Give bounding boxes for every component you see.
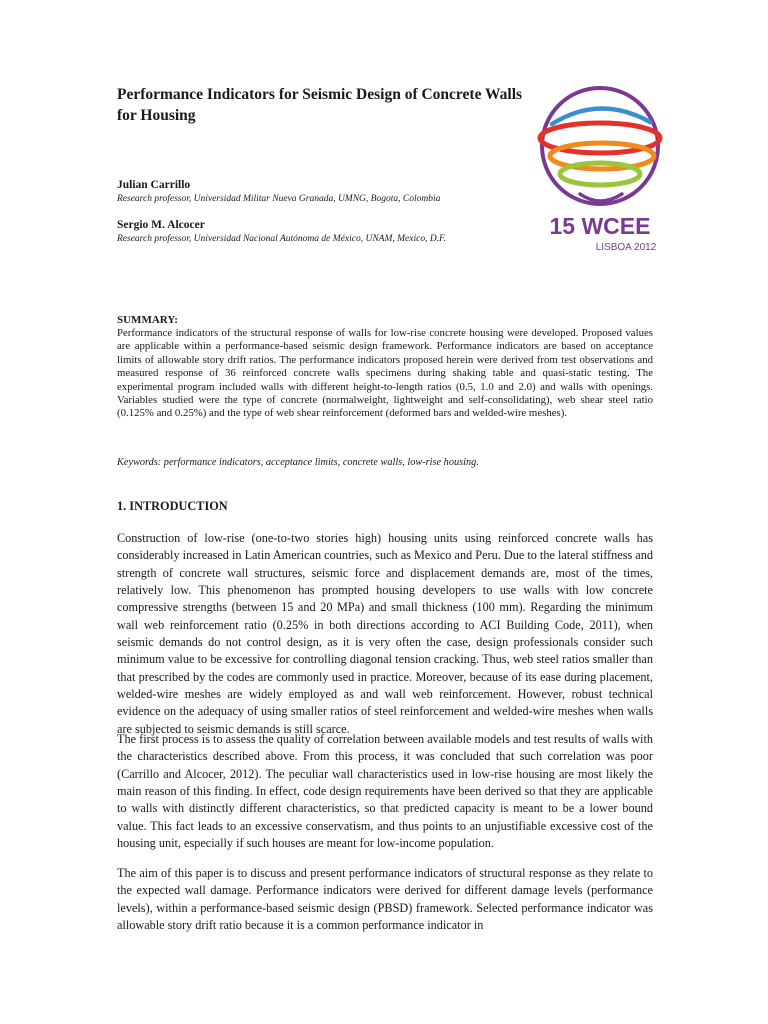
body-paragraph: The first process is to assess the quality of correlation between available models and test results of walls with the characteristics described above. From this process, it was concluded that such correlation was poor (Carrillo and Alcocer, 2012). The peculiar wall characteristics used in low-rise housing are most likely the main reason of this finding. In effect, code design requirements have been derived so that they are applicable to walls with distinctly different characteristics, so that predicted capacity is meant to be a lower bound value. This fact leads to an excessive conservatism, and thus points to an unjustifiable excessive cost of the housing unit, especially if such houses are meant for low-income population. (117, 732, 653, 851)
author-name: Julian Carrillo (117, 179, 191, 191)
author-block (117, 178, 537, 205)
section-heading: 1. INTRODUCTION (117, 499, 228, 513)
author-block (117, 218, 537, 245)
summary-text: Performance indicators of the structural response of walls for low-rise concrete housing were developed. Proposed values are applicable within a performance-based seismic design framework. Performance indicators are based on acceptance limits of allowable story drift ratios. The performance indicators proposed herein were derived from test observations and measured response of 36 reinforced concrete walls specimens during shaking table and quasi-static testing. The experimental program included walls with different height-to-length ratios (0.5, 1.0 and 2.0) and walls with openings. Variables studied were the type of concrete (normalweight, lightweight and self-consolidating), web shear steel ratio (0.125% and 0.25%) and the type of web shear reinforcement (deformed bars and welded-wire meshes). (117, 327, 653, 420)
body-paragraph: The aim of this paper is to discuss and present performance indicators of structural response as they relate to the expected wall damage. Performance indicators were derived for different damage levels (performance levels), within a performance-based seismic design (PBSD) framework. Selected performance indicator was allowable story drift ratio because it is a common performance indicator in (117, 866, 653, 933)
author-name: Sergio M. Alcocer (117, 219, 205, 231)
author-affiliation: Research professor, Universidad Militar Nueva Granada, UMNG, Bogota, Colombia (117, 194, 441, 204)
author-affiliation: Research professor, Universidad Nacional Autónoma de México, UNAM, Mexico, D.F. (117, 234, 447, 244)
globe-logo-icon (530, 76, 670, 256)
keywords: Keywords: performance indicators, acceptance limits, concrete walls, low-rise housing. (117, 457, 479, 468)
summary-heading: SUMMARY: (117, 314, 178, 326)
paper-title: Performance Indicators for Seismic Design of Concrete Walls for Housing (117, 86, 523, 124)
logo-subtext: LISBOA 2012 (595, 242, 657, 253)
body-paragraph: Construction of low-rise (one-to-two stories high) housing units using reinforced concrete walls has considerably increased in Latin American countries, such as Mexico and Peru. Due to the lateral stiffness and strength of concrete wall structures, seismic force and displacement demands are, most of the times, relatively low. This phenomenon has prompted housing developers to use walls with low concrete compressive strengths (between 15 and 20 MPa) and small thickness (100 mm). Regarding the minimum wall web reinforcement ratio (0.25% in both directions according to ACI Building Code, 2011), when seismic demands do not control design, as it is very often the case, design professionals consider such minimum value to be excessive for controlling diagonal tension cracking. Thus, web steel ratios smaller than that prescribed by the codes are commonly used in practice. Moreover, because of its ease during placement, welded-wire meshes are widely employed as and wall web reinforcement. However, robust technical evidence on the adequacy of using smaller ratios of steel reinforcement and welded-wire meshes when walls are subjected to seismic demands is still scarce. (117, 531, 653, 736)
summary-section (117, 314, 653, 421)
conference-logo (530, 76, 670, 256)
logo-text: 15 WCEE (549, 213, 651, 239)
